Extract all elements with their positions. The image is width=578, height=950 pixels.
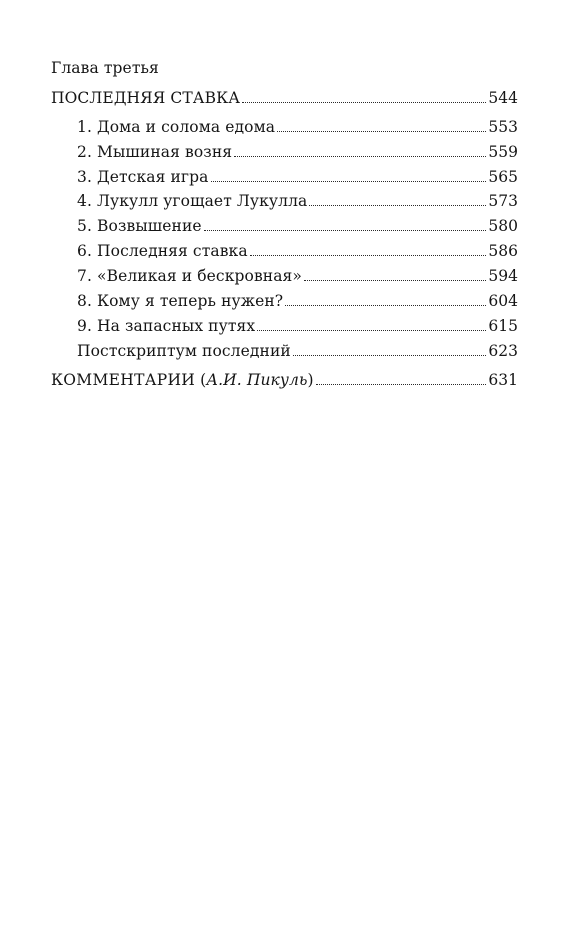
toc-subsection-1 bbox=[77, 113, 518, 137]
dot-leader bbox=[293, 354, 487, 356]
toc-subsection-postscript bbox=[77, 337, 518, 361]
toc-subsection-9 bbox=[77, 312, 518, 336]
toc-page-number: 604 bbox=[488, 292, 518, 310]
dot-leader bbox=[277, 130, 486, 132]
toc-subsection-5 bbox=[77, 212, 518, 236]
toc-entry-title: 2. Мышиная возня bbox=[77, 143, 233, 161]
toc-entry-title bbox=[51, 370, 314, 390]
toc-subsection-6 bbox=[77, 237, 518, 261]
dot-leader bbox=[257, 329, 486, 331]
dot-leader bbox=[309, 204, 486, 206]
toc-entry-title: 7. «Великая и бескровная» bbox=[77, 267, 303, 285]
toc-entry-title: 6. Последняя ставка bbox=[77, 242, 248, 260]
toc-page-number: 631 bbox=[488, 371, 518, 389]
dot-leader bbox=[285, 304, 486, 306]
dot-leader bbox=[250, 254, 487, 256]
toc-entry-main bbox=[51, 84, 518, 108]
toc-page-number: 573 bbox=[488, 192, 518, 210]
dot-leader bbox=[211, 180, 487, 182]
toc-page-number: 580 bbox=[488, 217, 518, 235]
toc-entry-title: ПОСЛЕДНЯЯ СТАВКА bbox=[51, 89, 241, 107]
dot-leader bbox=[316, 383, 487, 385]
chapter-label: Глава третья bbox=[51, 59, 159, 77]
toc-subsection-7 bbox=[77, 262, 518, 286]
dot-leader bbox=[242, 101, 486, 103]
toc-page-number: 553 bbox=[488, 118, 518, 136]
toc-page-number: 615 bbox=[488, 317, 518, 335]
dot-leader bbox=[304, 279, 486, 281]
dot-leader bbox=[204, 229, 487, 231]
toc-page-number: 586 bbox=[488, 242, 518, 260]
toc-entry-title: 4. Лукулл угощает Лукулла bbox=[77, 192, 308, 210]
toc-page-number: 559 bbox=[488, 143, 518, 161]
toc-subsection-3 bbox=[77, 163, 518, 187]
toc-entry-comments bbox=[51, 366, 518, 390]
toc-entry-title: 8. Кому я теперь нужен? bbox=[77, 292, 284, 310]
comments-title: КОММЕНТАРИИ bbox=[51, 371, 196, 389]
toc-entry-title: 5. Возвышение bbox=[77, 217, 202, 235]
toc-subsection-4 bbox=[77, 187, 518, 211]
toc-subsection-8 bbox=[77, 287, 518, 311]
toc-page-number: 544 bbox=[488, 89, 518, 107]
toc-entry-title: 9. На запасных путях bbox=[77, 317, 256, 335]
toc-page-number: 623 bbox=[488, 342, 518, 360]
toc-page-number: 565 bbox=[488, 168, 518, 186]
comments-author: А.И. Пикуль bbox=[206, 371, 308, 389]
toc-subsection-2 bbox=[77, 138, 518, 162]
toc-entry-title: 1. Дома и солома едома bbox=[77, 118, 276, 136]
open-parenthesis: ( bbox=[200, 371, 207, 389]
close-parenthesis: ) bbox=[307, 371, 314, 389]
toc-page-number: 594 bbox=[488, 267, 518, 285]
toc-entry-title: 3. Детская игра bbox=[77, 168, 209, 186]
dot-leader bbox=[234, 155, 486, 157]
toc-entry-title: Постскриптум последний bbox=[77, 342, 291, 360]
